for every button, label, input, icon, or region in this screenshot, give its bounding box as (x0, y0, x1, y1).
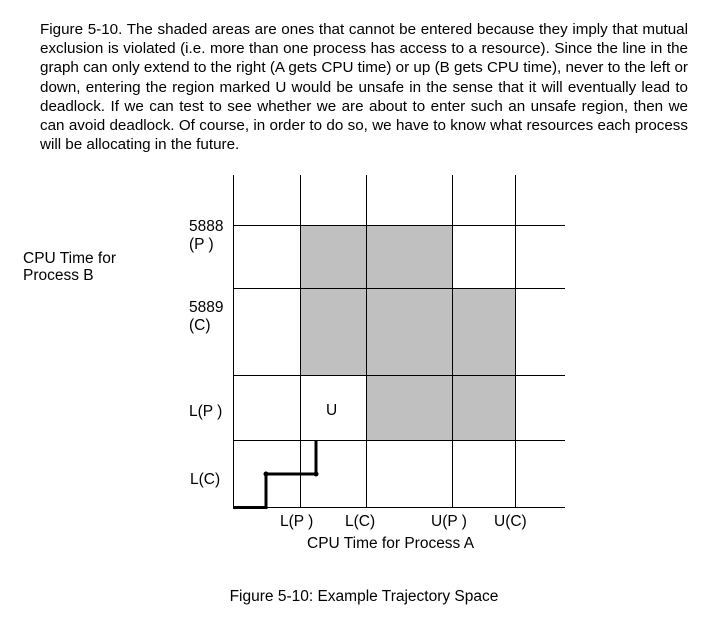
y-tick-5889-line1: 5889 (189, 299, 224, 316)
y-tick-5888-line1: 5888 (189, 218, 224, 235)
shaded-regions (300, 226, 515, 441)
shaded-region-right (452, 289, 515, 441)
y-axis-title-line2: Process B (23, 267, 94, 284)
x-axis-title: CPU Time for Process A (307, 535, 475, 552)
x-tick-lc: L(C) (345, 513, 376, 530)
trajectory-point-2 (314, 472, 319, 477)
y-tick-lc: L(C) (190, 471, 221, 488)
x-tick-up: U(P ) (431, 513, 467, 530)
y-tick-5889-line2: (C) (189, 317, 211, 334)
shaded-region-lower (366, 375, 452, 441)
trajectory-path (233, 441, 319, 508)
shaded-region-upper (300, 226, 452, 375)
x-tick-lp: L(P ) (280, 513, 314, 530)
y-tick-lp: L(P ) (189, 403, 223, 420)
y-axis-title-line1: CPU Time for (23, 250, 117, 267)
figure-description: Figure 5-10. The shaded areas are ones that cannot be entered because they imply that mutual exclusion is violated (i.e. more than one process has access to a resource). Since the line in the graph can only extend to the right (A gets CPU time) or up (B gets CPU time), never to the left or down, entering the region marked U would be unsafe in the sense that it will eventually lead to deadlock. If we can test to see whether we are about to enter such an unsafe region, then we can avoid deadlock. Of course, in order to do so, we have to know what resources each process will be allocating in the future. (40, 21, 688, 154)
x-tick-uc: U(C) (494, 513, 527, 530)
trajectory-point-1 (264, 472, 269, 477)
y-tick-5888-line2: (P ) (189, 236, 214, 253)
trajectory-line (233, 441, 316, 508)
unsafe-region-label: U (326, 402, 338, 419)
figure-caption: Figure 5-10: Example Trajectory Space (229, 588, 499, 605)
